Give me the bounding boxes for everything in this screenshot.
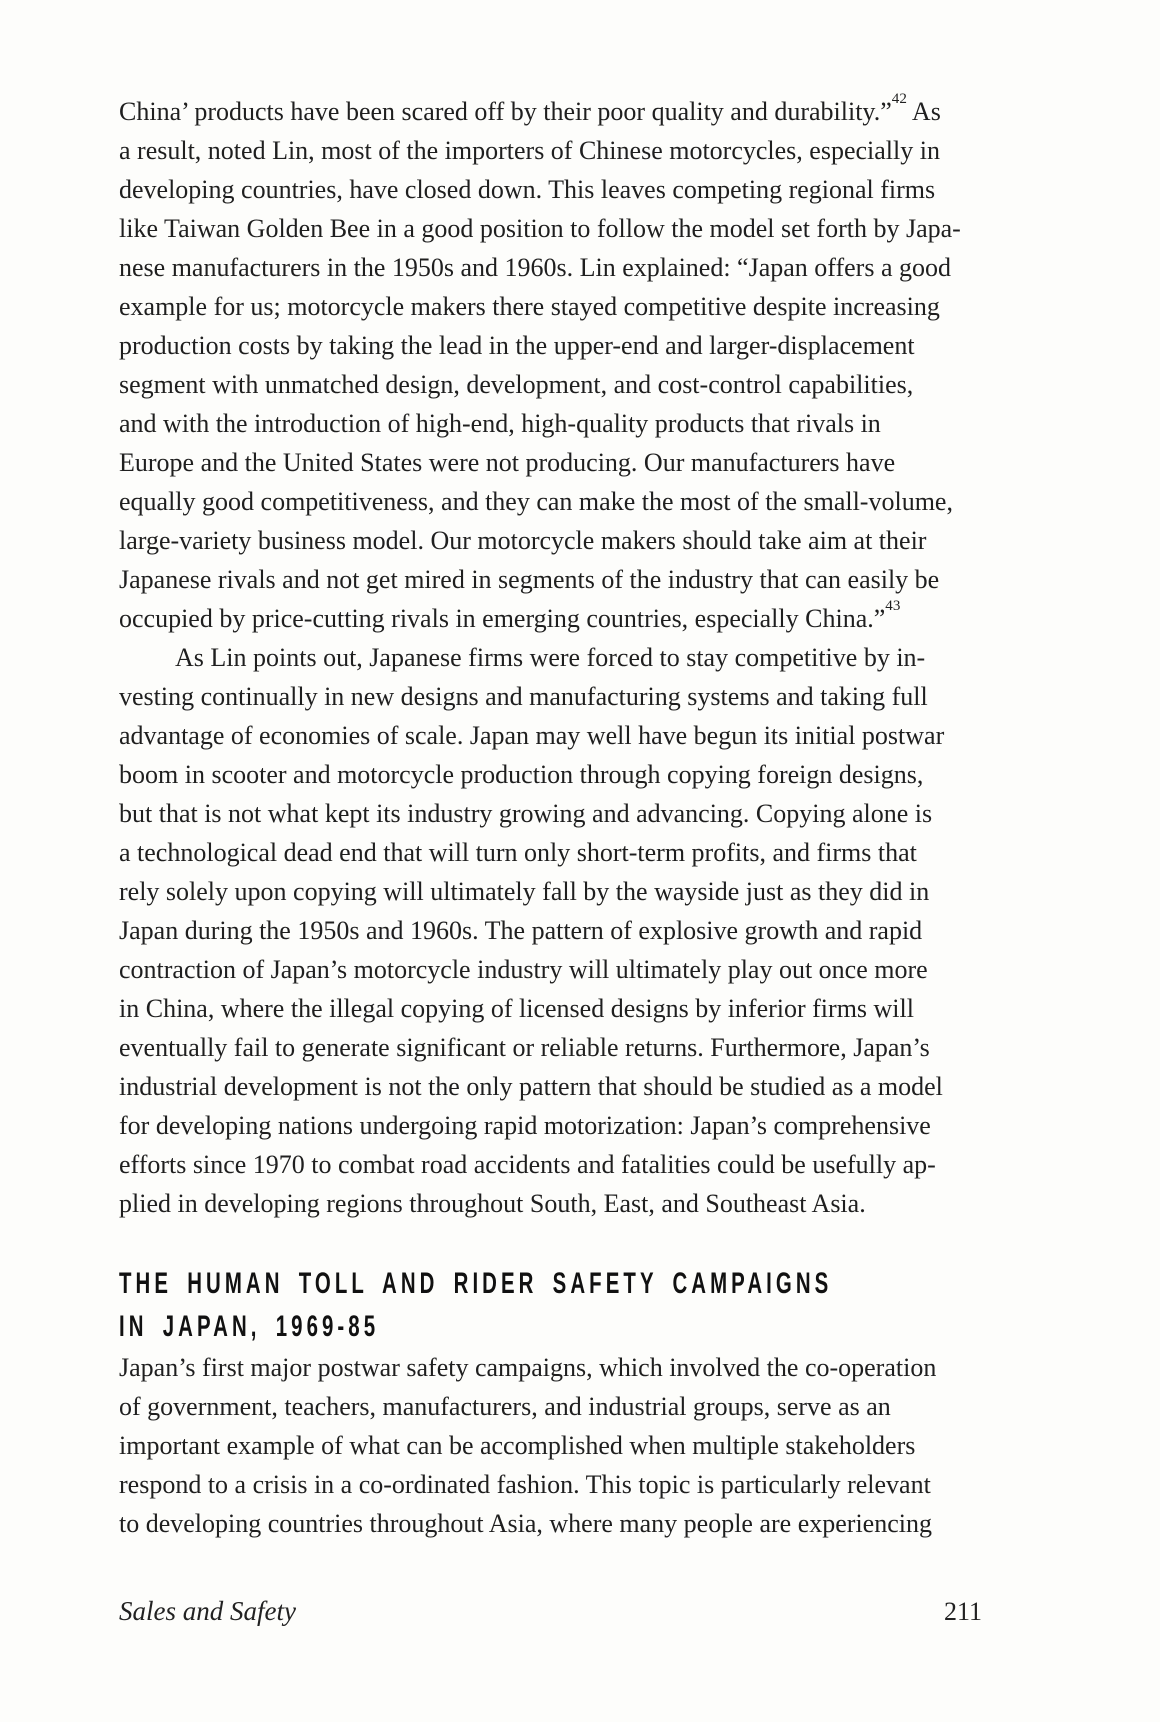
text-line: advantage of economies of scale. Japan may well have begun its initial postwar — [119, 721, 945, 750]
text-line: example for us; motorcycle makers there stayed competitive despite increasing — [119, 292, 940, 321]
text-line: Japan during the 1950s and 1960s. The pattern of explosive growth and rapid — [119, 916, 923, 945]
paragraph — [119, 1348, 1029, 1543]
section-heading-line-2: IN JAPAN, 1969-85 — [119, 1310, 380, 1343]
text-line: a result, noted Lin, most of the importers of Chinese motorcycles, especially in — [119, 136, 940, 165]
text-line: in China, where the illegal copying of licensed designs by inferior firms will — [119, 994, 914, 1023]
text-line: equally good competitiveness, and they can make the most of the small-volume, — [119, 487, 953, 516]
text-line: As Lin points out, Japanese firms were forced to stay competitive by in- — [175, 643, 926, 672]
text-line: occupied by price-cutting rivals in emerging countries, especially China.”$^{43}$ — [119, 597, 901, 633]
text-line: Europe and the United States were not producing. Our manufacturers have — [119, 448, 896, 477]
text-line: efforts since 1970 to combat road accidents and fatalities could be usefully ap- — [119, 1150, 936, 1179]
text-line: important example of what can be accomplished when multiple stakeholders — [119, 1431, 916, 1460]
paragraph — [119, 92, 1029, 638]
text-line: eventually fail to generate significant or reliable returns. Furthermore, Japan’s — [119, 1033, 930, 1062]
text-line: and with the introduction of high-end, high-quality products that rivals in — [119, 409, 881, 438]
text-line: Japan’s first major postwar safety campaigns, which involved the co-operation — [119, 1353, 937, 1382]
text-line: like Taiwan Golden Bee in a good position to follow the model set forth by Japa- — [119, 214, 961, 243]
text-line: contraction of Japan’s motorcycle industry will ultimately play out once more — [119, 955, 928, 984]
page-number: 211 — [943, 1597, 982, 1626]
text-line: respond to a crisis in a co-ordinated fashion. This topic is particularly relevant — [119, 1470, 931, 1499]
text-line: rely solely upon copying will ultimately fall by the wayside just as they did in — [119, 877, 930, 906]
text-line: a technological dead end that will turn only short-term profits, and firms that — [119, 838, 917, 867]
text-line: of government, teachers, manufacturers, and industrial groups, serve as an — [119, 1392, 891, 1421]
text-line: industrial development is not the only pattern that should be studied as a model — [119, 1072, 943, 1101]
running-title: Sales and Safety — [119, 1596, 296, 1626]
text-line: to developing countries throughout Asia, where many people are experiencing — [119, 1509, 932, 1538]
text-line: large-variety business model. Our motorcycle makers should take aim at their — [119, 526, 927, 555]
text-line: but that is not what kept its industry growing and advancing. Copying alone is — [119, 799, 933, 828]
text-line: boom in scooter and motorcycle production through copying foreign designs, — [119, 760, 924, 789]
text-line: developing countries, have closed down. This leaves competing regional firms — [119, 175, 936, 204]
section-heading-line-1: THE HUMAN TOLL AND RIDER SAFETY CAMPAIGNS — [119, 1267, 833, 1300]
footnote-reference: 42 — [891, 90, 907, 107]
text-line: Japanese rivals and not get mired in segments of the industry that can easily be — [119, 565, 940, 594]
text-line: China’ products have been scared off by their poor quality and durability.”$^{42}$ As — [119, 90, 941, 126]
text-line: nese manufacturers in the 1950s and 1960s. Lin explained: “Japan offers a good — [119, 253, 951, 282]
text-block — [119, 92, 1029, 1543]
text-line: plied in developing regions throughout South, East, and Southeast Asia. — [119, 1189, 866, 1218]
body-text-before-heading — [119, 92, 1029, 1223]
section-heading — [119, 1262, 1029, 1348]
paragraph — [119, 638, 1029, 1223]
text-line: production costs by taking the lead in the upper-end and larger-displacement — [119, 331, 915, 360]
body-text-after-heading — [119, 1348, 1029, 1543]
footnote-reference: 43 — [885, 597, 901, 614]
text-line: segment with unmatched design, development, and cost-control capabilities, — [119, 370, 914, 399]
text-line: vesting continually in new designs and manufacturing systems and taking full — [119, 682, 928, 711]
text-line: for developing nations undergoing rapid motorization: Japan’s comprehensive — [119, 1111, 931, 1140]
